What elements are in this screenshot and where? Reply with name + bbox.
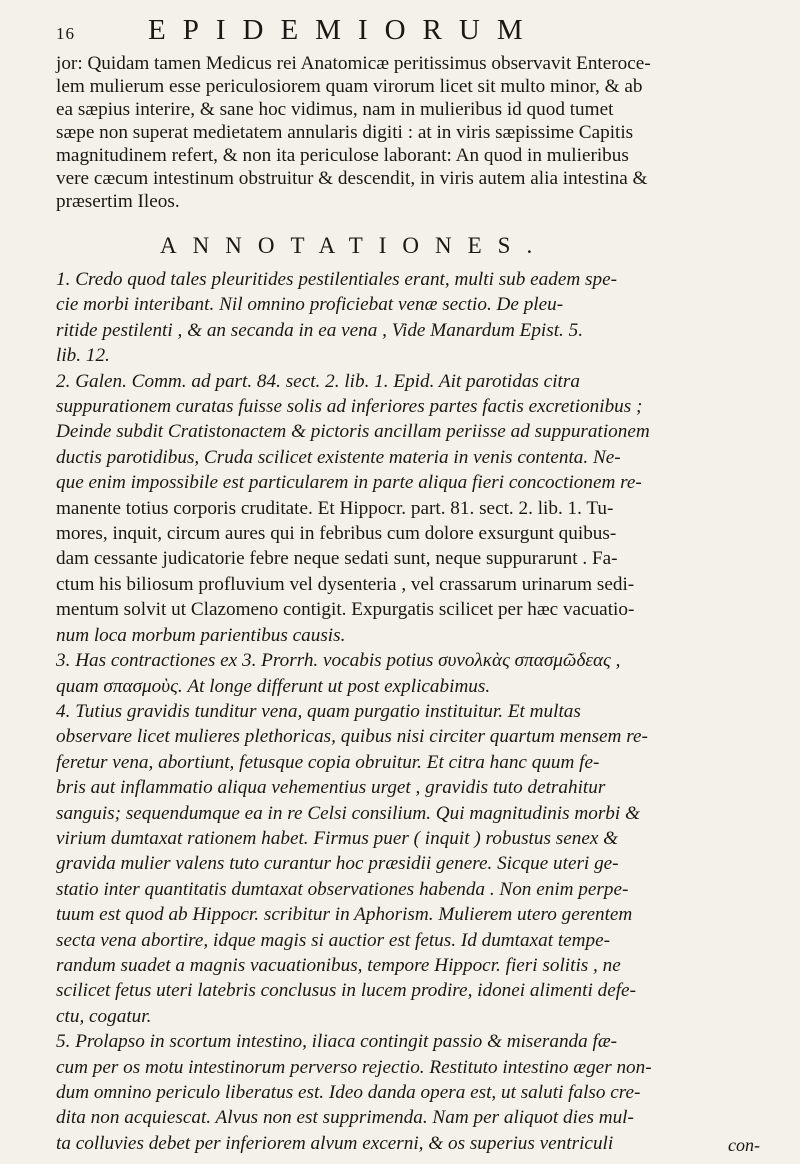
intro-line: vere cæcum intestinum obstruitur & descendit, in viris autem alia intestina & [56, 168, 648, 189]
annotation-line: sanguis; sequendumque ea in re Celsi consilium. Qui magnitudinis morbi & [56, 802, 640, 824]
annotation-line: gravida mulier valens tuto curantur hoc præsidii genere. Sicque uteri ge- [56, 853, 619, 875]
annotation-line: ritide pestilenti , & an secanda in ea vena , Vide Manardum Epist. 5. [56, 319, 584, 341]
annotation-line: observare licet mulieres plethoricas, quibus nisi circiter quartum mensem re- [56, 726, 648, 748]
intro-paragraph [56, 52, 764, 213]
running-title: EPIDEMIORUM [148, 14, 540, 46]
annotation-line: feretur vena, abortiunt, fetusque copia obruitur. Et citra hanc quum fe- [56, 751, 600, 773]
annotation-note [56, 267, 764, 369]
annotation-note [56, 648, 764, 699]
annotation-line: que enim impossibile est particularem in parte aliqua fieri concoctionem re- [56, 472, 642, 494]
intro-line: ea sæpius interire, & sane hoc vidimus, nam in mulieribus id quod tumet [56, 99, 614, 120]
annotation-line: tuum est quod ab Hippocr. scribitur in Aphorism. Mulierem utero gerentem [56, 904, 633, 926]
annotation-line: bris aut inflammatio aliqua vehementius urget , gravidis tuto detrahitur [56, 777, 606, 799]
annotation-note [56, 1029, 764, 1156]
annotation-line: secta vena abortire, idque magis si auctior est fetus. Id dumtaxat tempe- [56, 929, 611, 951]
annotation-line: ta colluvies debet per inferiorem alvum excerni, & os superius ventriculi [56, 1132, 614, 1154]
catchword: con- [728, 1135, 760, 1155]
intro-line: sæpe non superat medietatem annularis digiti : at in viris sæpissime Capitis [56, 122, 634, 143]
annotations-list [56, 267, 764, 1156]
intro-line: lem mulierum esse periculosiorem quam virorum licet sit multo minor, & ab [56, 76, 643, 97]
annotation-line: dita non acquiescat. Alvus non est supprimenda. Nam per aliquot dies mul- [56, 1107, 634, 1129]
intro-line: præsertim Ileos. [56, 191, 180, 212]
annotation-line: virium dumtaxat rationem habet. Firmus puer ( inquit ) robustus senex & [56, 827, 619, 849]
intro-line: jor: Quidam tamen Medicus rei Anatomicæ peritissimus observavit Enteroce- [56, 53, 651, 74]
annotation-line: 4. Tutius gravidis tunditur vena, quam purgatio instituitur. Et multas [56, 700, 581, 722]
intro-line: magnitudinem refert, & non ita periculose laborant: An quod in mulieribus [56, 145, 629, 166]
annotation-line: randum suadet a magnis vacuationibus, tempore Hippocr. fieri solitis , ne [56, 954, 621, 976]
annotation-note [56, 699, 764, 1029]
annotation-line: 3. Has contractiones ex 3. Prorrh. vocabis potius συνολκὰς σπασμῶδεας , [56, 650, 621, 672]
annotation-line: mentum solvit ut Clazomeno contigit. Expurgatis scilicet per hæc vacuatio- [56, 599, 635, 621]
page-number: 16 [56, 24, 75, 43]
section-heading: ANNOTATIONES. [160, 233, 549, 258]
annotation-line: 5. Prolapso in scortum intestino, iliaca contingit passio & miseranda fæ- [56, 1031, 618, 1053]
annotation-note [56, 369, 764, 648]
running-header [56, 14, 764, 48]
annotation-line: ctum his biliosum profluvium vel dysenteria , vel crassarum urinarum sedi- [56, 573, 635, 595]
annotation-line: suppurationem curatas fuisse solis ad inferiores partes factis excretionibus ; [56, 396, 643, 418]
annotation-line: manente totius corporis cruditate. Et Hippocr. part. 81. sect. 2. lib. 1. Tu- [56, 497, 614, 519]
annotation-line: 1. Credo quod tales pleuritides pestilentiales erant, multi sub eadem spe- [56, 269, 617, 290]
annotation-line: dum omnino periculo liberatus est. Ideo danda opera est, ut saluti falso cre- [56, 1082, 641, 1103]
annotation-line: num loca morbum parientibus causis. [56, 624, 346, 646]
annotation-line: lib. 12. [56, 345, 110, 367]
annotation-line: quam σπασμοὺς. At longe differunt ut post explicabimus. [56, 675, 491, 697]
annotation-line: statio inter quantitatis dumtaxat observationes habenda . Non enim perpe- [56, 878, 629, 900]
annotation-line: scilicet fetus uteri latebris conclusus in lucem prodire, idonei alimenti defe- [56, 980, 636, 1002]
annotation-line: ductis parotidibus, Cruda scilicet existente materia in venis contenta. Ne- [56, 446, 621, 468]
annotation-line: ctu, cogatur. [56, 1005, 152, 1027]
annotation-line: Deinde subdit Cratistonactem & pictoris ancillam periisse ad suppurationem [56, 421, 650, 443]
annotation-line: dam cessante judicatorie febre neque sedati sunt, neque suppurarunt . Fa- [56, 548, 618, 570]
annotation-line: cie morbi interibant. Nil omnino proficiebat venæ sectio. De pleu- [56, 294, 564, 316]
annotation-line: 2. Galen. Comm. ad part. 84. sect. 2. lib. 1. Epid. Ait parotidas citra [56, 370, 580, 392]
annotation-line: cum per os motu intestinorum perverso rejectio. Restituto intestino æger non- [56, 1056, 652, 1078]
annotation-line: mores, inquit, circum aures qui in febribus cum dolore exsurgunt quibus- [56, 523, 617, 545]
